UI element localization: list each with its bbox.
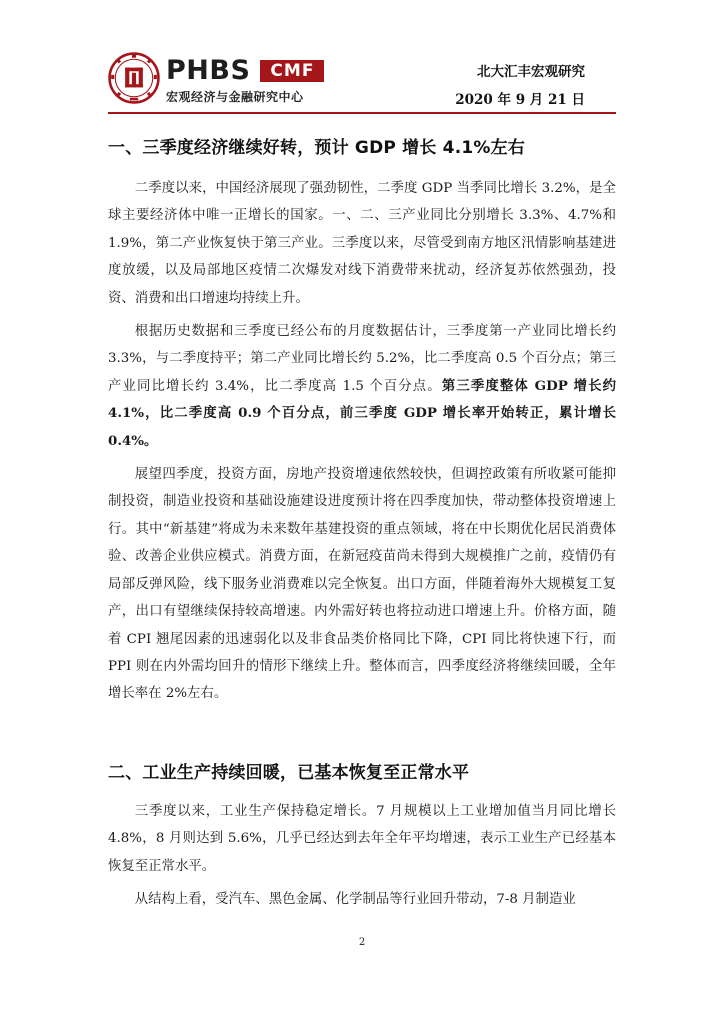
section-2-body <box>108 798 616 914</box>
brand-subtitle: 宏观经济与金融研究中心 <box>166 90 304 104</box>
report-date: 2020 年 9 月 21 日 <box>455 92 585 108</box>
paragraph <box>108 318 616 455</box>
section-1-body <box>108 175 616 708</box>
paragraph-bold-text: 第三季度整体 GDP 增长约 4.1%，比二季度高 0.9 个百分点，前三季度 GDP 增长率开始转正，累计增长 0.4%。 <box>108 377 616 449</box>
brand-block <box>166 56 324 105</box>
section-heading: 一、三季度经济继续好转，预计 GDP 增长 4.1%左右 <box>108 138 526 158</box>
paragraph: 从结构上看，受汽车、黑色金属、化学制品等行业回升带动，7-8 月制造业 <box>134 892 576 908</box>
header-divider <box>108 112 616 114</box>
peking-university-seal-logo <box>108 52 160 104</box>
paragraph: 展望四季度，投资方面，房地产投资增速依然较快，但调控政策有所收紧可能抑制投资，制造业投资和基础设施建设进度预计将在四季度加快，带动整体投资增速上行。其中“新基建”将成为未来数年基建投资的重点领域，将在中长期优化居民消费体验、改善企业供应模式。消费方面，在新冠疫苗尚未得到大规模推广之前，疫情仍有局部反弹风险，线下服务业消费难以完全恢复。出口方面，伴随着海外大规模复工复产，出口有望继续保持较高增速。内外需好转也将拉动进口增速上升。价格方面，随着 CPI 翘尾因素的迅速弱化以及非食品类价格同比下降，CPI 同比将快速下行，而 PPI 则在内外需均回升的情形下继续上升。整体而言，四季度经济将继续回暖，全年增长率在 2%左右。 <box>108 467 616 702</box>
org-name: 北大汇丰宏观研究 <box>477 64 585 80</box>
page-number: 2 <box>358 937 366 948</box>
brand-tag: CMF <box>260 60 324 82</box>
section-2 <box>108 758 616 783</box>
section-1 <box>108 133 616 158</box>
paragraph: 二季度以来，中国经济展现了强劲韧性，二季度 GDP 当季同比增长 3.2%，是全球主要经济体中唯一正增长的国家。一、二、三产业同比分别增长 3.3%、4.7%和 1.9%，第二产业恢复快于第三产业。三季度以来，尽管受到南方地区汛情影响基建进度放缓，以及局部地区疫情二次爆发对线下消费带来扰动，经济复苏依然强劲，投资、消费和出口增速均持续上升。 <box>108 181 616 306</box>
paragraph: 三季度以来，工业生产保持稳定增长。7 月规模以上工业增加值当月同比增长 4.8%，8 月则达到 5.6%，几乎已经达到去年全年平均增速，表示工业生产已经基本恢复至正常水平。 <box>108 804 616 874</box>
section-heading: 二、工业生产持续回暖，已基本恢复至正常水平 <box>108 763 470 783</box>
paragraph-text: 根据历史数据和三季度已经公布的月度数据估计，三季度第一产业同比增长约 3.3%，与二季度持平；第二产业同比增长约 5.2%，比二季度高 0.5 个百分点；第三产业同比增长约 3.4%，比二季度高 1.5 个百分点。 <box>108 324 616 394</box>
brand-name: PHBS <box>166 55 251 86</box>
